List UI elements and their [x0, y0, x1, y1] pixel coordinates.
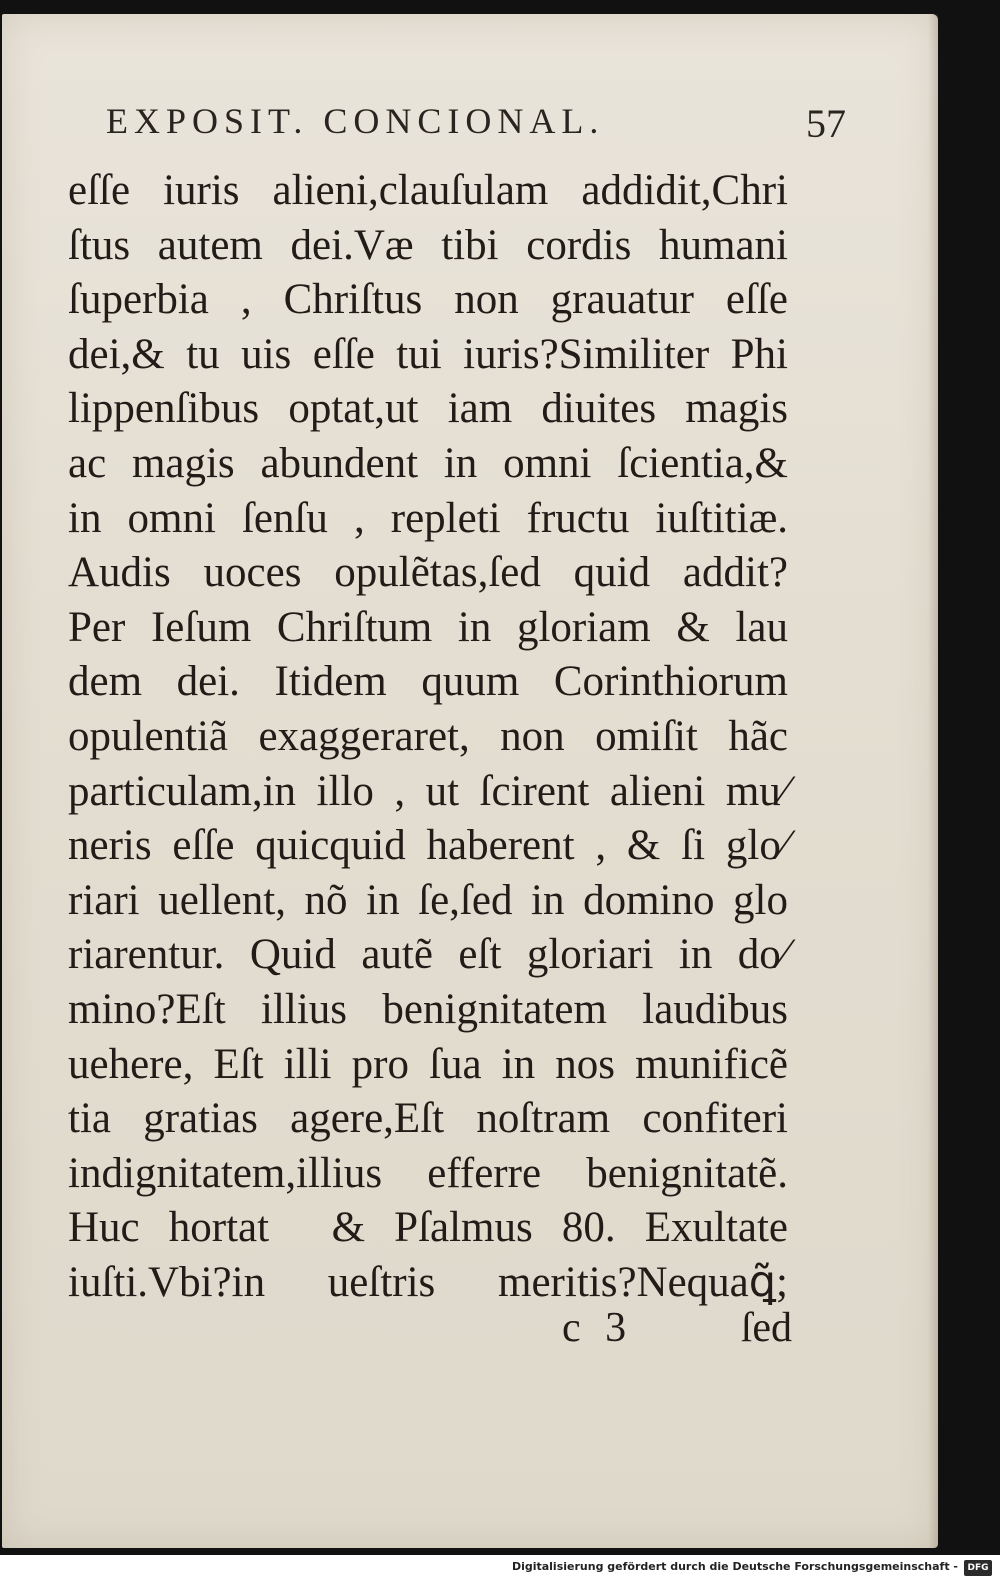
text-line: Audis uoces opulẽtas,ſed quid addit? [68, 549, 788, 597]
text-line: riari uellent, nõ in ſe,ſed in domino glo [68, 876, 788, 924]
credit-bar [0, 1555, 1000, 1583]
text-line: opulentiã exaggeraret, non omiſit hãc [68, 712, 788, 760]
text-line: dei,& tu uis eſſe tui iuris?Similiter Phi [68, 330, 788, 378]
text-line: ſuperbia , Chriſtus non grauatur eſſe [68, 276, 788, 324]
text-line: tia gratias agere,Eſt noſtram confiteri [68, 1095, 788, 1143]
text-line: Huc hortat᷑ & Pſalmus 80. Exultate [68, 1204, 788, 1252]
page-number: 57 [806, 101, 846, 146]
text-line: ſtus autem dei.Væ tibi cordis humani [68, 221, 788, 269]
page-edge-shadow [928, 14, 938, 1548]
text-line: indignitatem,illius efferre benignitatẽ. [68, 1149, 788, 1197]
text-line: mino?Eſt illius benignitatem laudibus [68, 985, 788, 1033]
book-page [2, 14, 938, 1548]
text-line: in omni ſenſu , repleti fructu iuſtitiæ. [68, 494, 788, 542]
page-footer [562, 1304, 792, 1360]
running-head: EXPOSIT. CONCIONAL. [106, 101, 605, 141]
text-line: dem dei. Itidem quum Corinthiorum [68, 658, 788, 706]
text-line: Per Ieſum Chriſtum in gloriam & lau [68, 603, 788, 651]
text-line: riarentur. Quid autẽ eſt gloriari in do⁄ [68, 931, 788, 979]
text-line: eſſe iuris alieni,clauſulam addidit,Chri [68, 167, 788, 214]
body-text [68, 164, 788, 1310]
text-line: ac magis abundent in omni ſcientia,& [68, 439, 788, 487]
text-line: iuſti.Vbi?in ueſtris meritis?Nequaꝗ̃; [68, 1258, 788, 1306]
signature-mark: c 3 [562, 1305, 627, 1351]
text-line: uehere, Eſt illi pro ſua in nos munificẽ [68, 1040, 788, 1088]
funding-credit: Digitalisierung gefördert durch die Deutsche Forschungsgemeinschaft - [511, 1560, 958, 1573]
catchword: ſed [740, 1305, 792, 1351]
dfg-logo: DFG [964, 1560, 992, 1576]
page-header [106, 100, 846, 150]
text-line: neris eſſe quicquid haberent , & ſi glo⁄ [68, 822, 788, 870]
text-line: lippenſibus optat,ut iam diuites magis [68, 385, 788, 433]
text-line: particulam,in illo , ut ſcirent alieni mu⁄ [68, 767, 788, 815]
